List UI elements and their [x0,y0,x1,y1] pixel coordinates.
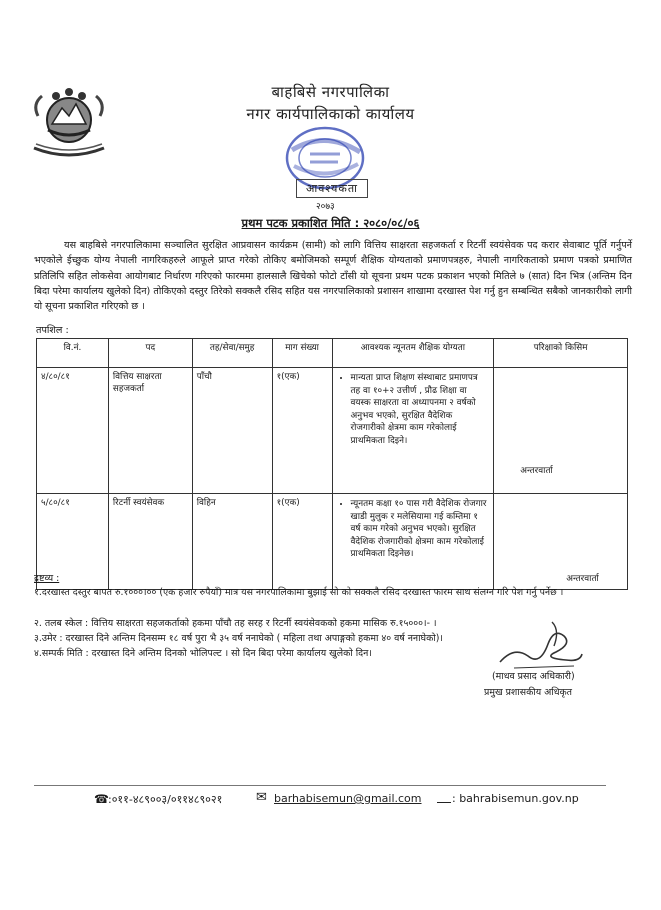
details-label: तपशिल : [36,325,69,336]
qualification-text: • न्यूनतम कक्षा १० पास गरी वैदेशिक रोजगार खाडी मुलुक र मलेसियामा गई कम्तिमा १ वर्ष काम गरेको अनुभव भएको। सुरक्षित वैदेशिक रोजगारीको क्षेत्रमा काम गरेकोलाई प्राथमिकता दिइनेछ। [351,498,490,561]
header-qualification: आवश्यक न्यूनतम शैक्षिक योग्यता [332,339,494,368]
table-row [37,368,628,494]
website-icon [437,794,451,803]
published-date: प्रथम पटक प्रकाशित मिति : २०८०/०८/०६ [241,216,420,230]
cell-post: रिटर्नी स्वयंसेवक [108,494,192,590]
header-exam: परिक्षाको किसिम [494,339,628,368]
cell-qualification [332,368,494,494]
note-item: २. तलब स्केल : वित्तिय साक्षरता सहजकर्ताको हकमा पाँचौ तह सरह र रिटर्नी स्वयंसेवकको हकमा मासिक रु.१५०००।- । [34,618,437,629]
cell-count: १(एक) [272,368,332,494]
note-item: ३.उमेर : दरखास्त दिने अन्तिम दिनसम्म १८ वर्ष पुरा भै ३५ वर्ष ननाघेको ( महिला तथा अपाङ्गको हकमा ४० वर्ष ननाघेको)। [34,633,443,644]
footer-phone: :०११-४८९००३/०११४८९०२१ [108,793,223,806]
notice-body: यस बाहबिसे नगरपालिकामा सञ्चालित सुरक्षित आप्रवासन कार्यक्रम (सामी) को लागि वित्तिय साक्षरता सहजकर्ता र रिटर्नी स्वयंसेवक पद करार सेवाबाट पूर्ति गर्नुपर्ने भएकोले ईच्छुक योग्य नेपाली नागरिकहरुले आफूले प्राप्त गरेको तोकिए बमोजिमको सम्पूर्ण शैक्षिक योग्यताको प्रमाणपत्रहरु, नेपाली नागरिकताको प्रमाण पत्रको प्रमाणित प्रतिलिपि सहित लोकसेवा आयोगबाट निर्धारण गरिएको फारममा हालसालै खिचेको फोटो टाँसी यो सूचना प्रथम पटक प्रकाशन भएको मितिले ७ (सात) दिन भित्र (अन्तिम दिन बिदा परेमा कार्यालय खुलेको दिन) तोकिएको दस्तुर तिरेको सक्कलै रसिद सहित यस नगरपालिकाको प्रशासन शाखामा दरखास्त पेश गर्नु हुन सम्बन्धित सबैको जानकारीको लागी यो सूचना प्रकाशित गरिएको छ । [34,240,632,313]
cell-level: विहिन [192,494,272,590]
cell-exam [494,368,628,494]
header-post: पद [108,339,192,368]
note-item: ४.सम्पर्क मिति : दरखास्त दिने अन्तिम दिनको भोलिपल्ट । सो दिन बिदा परेमा कार्यालय खुलेको दिन। [34,648,372,659]
exam-type: अन्तरवार्ता [520,466,553,476]
signer-name: (माधव प्रसाद अधिकारी) [492,671,575,682]
note-item: १.दरखास्त दस्तुर बापत रु.१०००।०० (एक हजार रुपैयाँ) मात्र यस नगरपालिकामा बुझाई सो को सक्कलै रसिद दरखास्त फारम साथ संलग्न गरि पेश गर्नु पर्नेछ । [34,587,564,598]
mail-icon: ✉ [256,790,267,805]
footer-email-link[interactable]: barhabisemun@gmail.com [274,792,422,805]
exam-type: अन्तरवार्ता [566,574,599,584]
header-sn: वि.नं. [37,339,109,368]
cell-post: वित्तिय साक्षरता सहजकर्ता [108,368,192,494]
cell-qualification [332,494,494,590]
table-header-row [37,339,628,368]
cell-sn: ५/८०/८१ [37,494,109,590]
header-count: माग संख्या [272,339,332,368]
office-subtitle: नगर कार्यपालिकाको कार्यालय [246,105,415,123]
qualification-text: • मान्यता प्राप्त शिक्षण संस्थाबाट प्रमाणपत्र तह वा १०+२ उत्तीर्ण , प्रौढ शिक्षा वा वयस्क साक्षरता वा अध्यापनमा २ वर्षको अनुभव भएको, सुरक्षित वैदेशिक रोजगारीको क्षेत्रमा काम गरेकोलाई प्राथमिकता दिइने। [351,372,490,447]
phone-icon: ☎ [94,792,109,806]
footer-divider [34,785,606,786]
cell-exam [494,494,628,590]
cell-sn: ४/८०/८१ [37,368,109,494]
signature-icon [494,616,586,674]
cell-level: पाँचौ [192,368,272,494]
office-name: बाहबिसे नगरपालिका [271,83,390,101]
table-row [37,494,628,590]
footer-website[interactable]: : bahrabisemun.gov.np [452,792,579,805]
stamp-number: २०७३ [316,202,335,212]
header-level: तह/सेवा/समुह [192,339,272,368]
cell-count: १(एक) [272,494,332,590]
notes-label: द्रष्टव्य : [34,573,60,584]
stamp-label: आवश्यकता [296,179,368,198]
posts-table [36,338,628,590]
signer-title: प्रमुख प्रशासकीय अधिकृत [484,687,573,698]
